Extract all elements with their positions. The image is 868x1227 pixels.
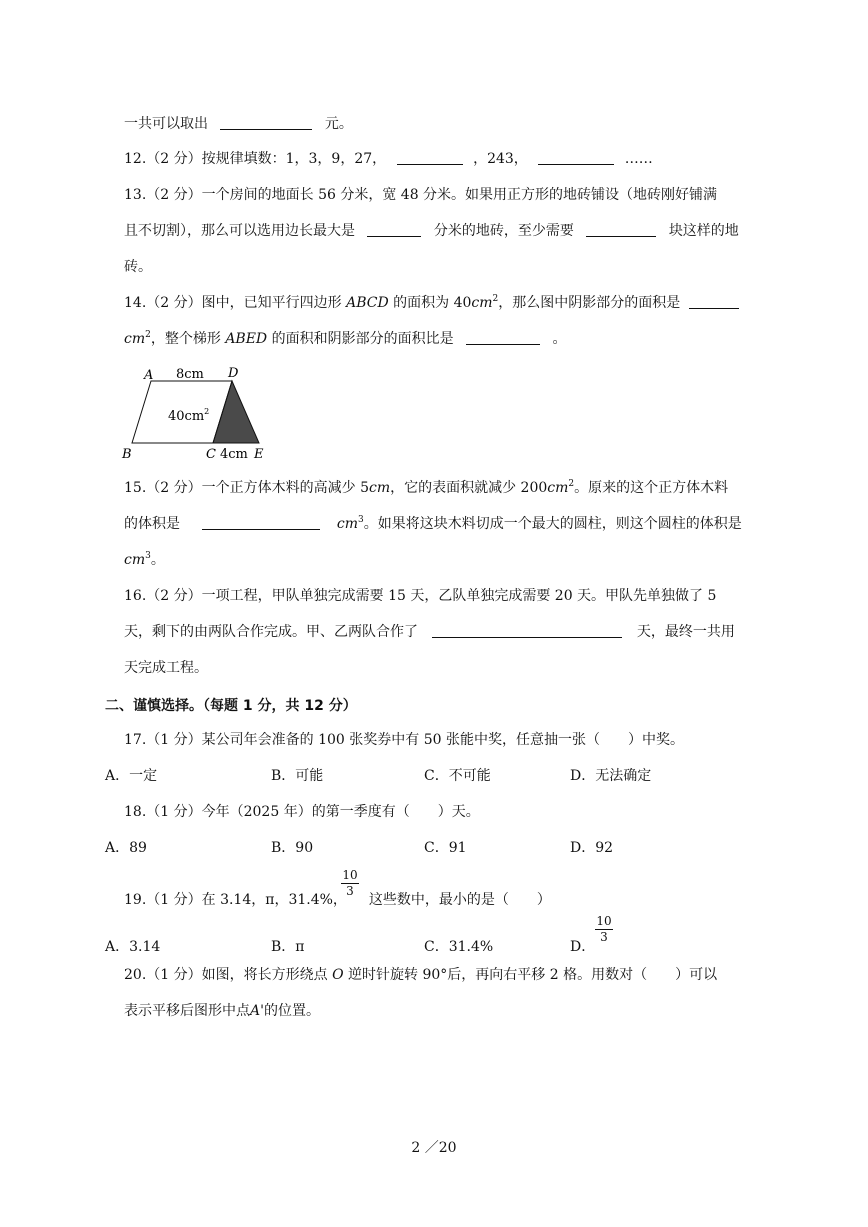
option-b[interactable]: B．可能 [271,768,324,784]
label-bottom-length: 4cm [220,447,248,462]
question-20-line-2: 表示平移后图形中点A'的位置。 [124,1003,320,1019]
option-b[interactable]: B．π [271,939,305,955]
option-b[interactable]: B．90 [271,840,314,856]
label-c: C [206,447,216,462]
option-c[interactable]: C．不可能 [424,768,491,784]
question-20-line-1: 20.（1 分）如图，将长方形绕点 O 逆时针旋转 90°后，再向右平移 2 格。用数对（ ）可以 [124,967,718,983]
option-c[interactable]: C．91 [424,840,467,856]
label-b: B [122,447,132,462]
question-12: 12.（2 分）按规律填数：1，3，9，27， ，243， …… [124,151,653,167]
answer-blank[interactable] [220,115,312,130]
question-19-stem: 19.（1 分）在 3.14，π，31.4%， 这些数中，最小的是（ ） [124,892,551,908]
question-13-line-3: 砖。 [124,259,152,275]
answer-blank[interactable] [432,623,622,638]
question-16-line-1: 16.（2 分）一项工程，甲队单独完成需要 15 天，乙队单独完成需要 20 天。甲队先单独做了 5 [124,588,717,604]
question-17-stem: 17.（1 分）某公司年会准备的 100 张奖券中有 50 张能中奖，任意抽一张（ ）中奖。 [124,732,684,748]
question-14-line-1: 14.（2 分）图中，已知平行四边形 ABCD 的面积为 $40cm^2$，那么图中阴影部分的面积是 [124,293,743,313]
question-15-line-1: 15.（2 分）一个正方体木料的高减少 5cm，它的表面积就减少 $200cm^2$。原来的这个正方体木料 [124,479,729,496]
label-e: E [254,447,264,462]
q11-tail-line: 一共可以取出 元。 [124,116,353,132]
question-15-line-3: $cm^3$。 [124,551,165,568]
answer-blank[interactable] [538,150,614,165]
question-16-line-2: 天，剩下的由两队合作完成。甲、乙两队合作了 天，最终一共用 [124,624,735,640]
answer-blank[interactable] [397,150,463,165]
answer-blank[interactable] [367,222,421,237]
label-top-length: 8cm [176,367,204,382]
label-a: A [144,368,154,383]
option-a[interactable]: A．3.14 [105,939,161,955]
label-area: $40cm^2$ [168,407,210,424]
question-18-stem: 18.（1 分）今年（2025 年）的第一季度有（ ）天。 [124,804,480,820]
answer-blank[interactable] [202,515,320,530]
fraction-ten-thirds: $\frac{10}{3}$ [342,868,358,898]
fraction-ten-thirds: $\frac{10}{3}$ [596,914,612,944]
question-14-line-2: $cm^2$，整个梯形 ABED 的面积和阴影部分的面积比是 。 [124,330,567,347]
option-c[interactable]: C．31.4% [424,939,494,955]
option-a[interactable]: A．一定 [105,768,158,784]
answer-blank[interactable] [466,330,540,345]
answer-blank[interactable] [586,222,656,237]
question-13-line-2: 且不切割），那么可以选用边长最大是 分米的地砖，至少需要 块这样的地 [124,223,739,239]
option-a[interactable]: A．89 [105,840,147,856]
option-d[interactable]: D．92 [570,840,614,856]
question-13-line-1: 13.（2 分）一个房间的地面长 56 分米，宽 48 分米。如果用正方形的地砖铺设（地砖刚好铺满 [124,187,718,203]
shaded-triangle [213,381,259,443]
question-16-line-3: 天完成工程。 [124,660,208,676]
answer-blank[interactable] [689,294,739,309]
section-heading: 二、谨慎选择。（每题 1 分，共 12 分） [105,698,357,714]
option-d[interactable]: D． [570,939,596,955]
question-15-line-2: 的体积是 $cm^3$。如果将这块木料切成一个最大的圆柱，则这个圆柱的体积是 [124,515,742,532]
label-d: D [228,366,239,381]
trapezoid-figure [118,362,278,462]
option-d[interactable]: D．无法确定 [570,768,652,784]
page-number: 2 ／20 [411,1140,457,1156]
